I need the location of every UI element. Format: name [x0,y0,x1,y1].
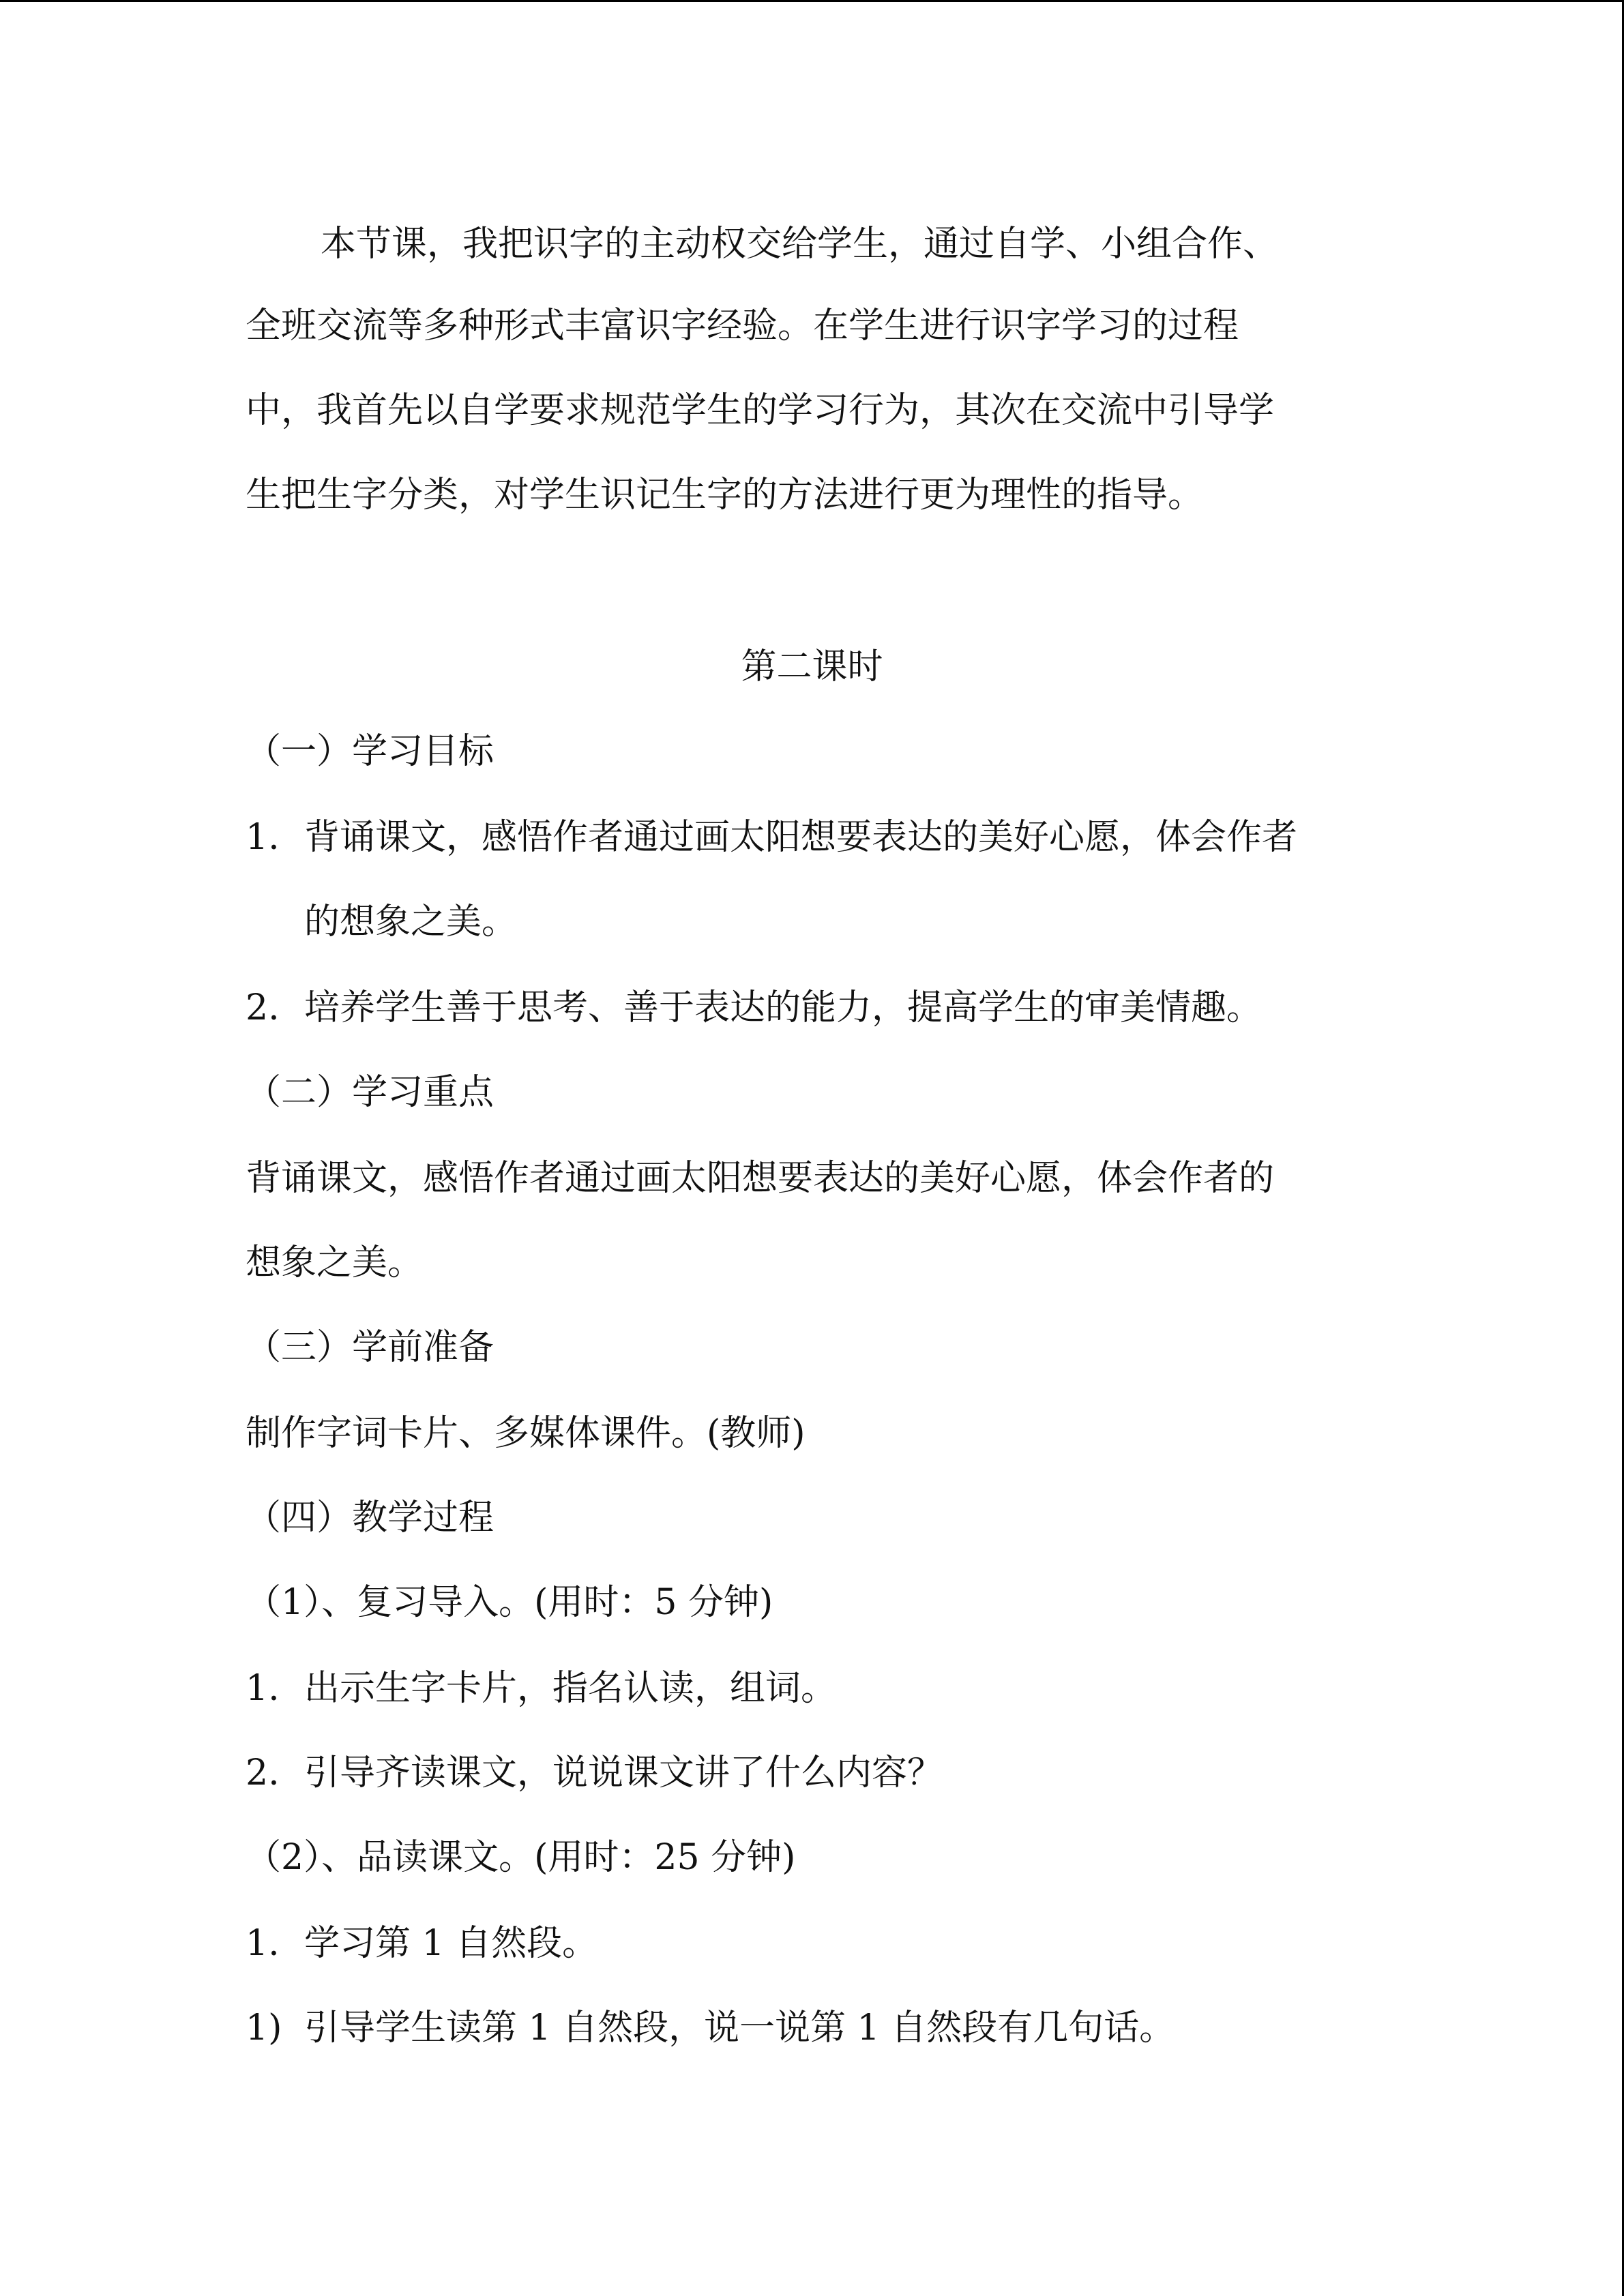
preparation-line: 制作字词卡片、多媒体课件。(教师) [246,1413,806,1454]
step-1-item-1 [246,1665,836,1712]
step-1-heading: （1）、复习导入。(用时：5 分钟) [246,1582,773,1623]
step-2-subitem-1 [246,2004,1175,2052]
section-heading-teaching-process: （四）教学过程 [246,1497,494,1538]
section-heading-objectives: （一）学习目标 [246,731,494,772]
objective-item-1-text: 背诵课文，感悟作者通过画太阳想要表达的美好心愿，体会作者 [304,817,1298,858]
step-2-item-1-text: 学习第 1 自然段。 [304,1923,598,1964]
list-number: 2. [246,987,280,1028]
list-number: 1. [246,817,280,858]
intro-paragraph-line-1: 本节课，我把识字的主动权交给学生，通过自学、小组合作、 [321,224,1279,265]
objective-item-1 [246,814,1297,861]
list-number: 1) [246,2008,282,2048]
objective-item-2 [246,984,1262,1032]
intro-paragraph-line-4: 生把生字分类，对学生识记生字的方法进行更为理性的指导。 [246,475,1204,516]
step-1-item-2 [246,1749,943,1797]
section-heading-preparation: （三）学前准备 [246,1327,494,1368]
intro-paragraph-line-3: 中，我首先以自学要求规范学生的学习行为，其次在交流中引导学 [246,390,1275,431]
step-1-item-1-text: 出示生字卡片，指名认读，组词。 [304,1668,837,1709]
list-number: 2. [246,1753,280,1793]
step-1-item-2-text: 引导齐读课文，说说课文讲了什么内容？ [304,1753,943,1793]
step-2-item-1 [246,1920,597,1967]
intro-paragraph-line-2: 全班交流等多种形式丰富识字经验。在学生进行识字学习的过程 [246,305,1239,346]
section-heading-key-points: （二）学习重点 [246,1072,494,1113]
objective-item-1-continuation: 的想象之美。 [304,901,518,942]
step-2-subitem-1-text: 引导学生读第 1 自然段，说一说第 1 自然段有几句话。 [304,2008,1175,2048]
list-number: 1. [246,1668,280,1709]
lesson-title: 第二课时 [741,646,883,687]
objective-item-2-text: 培养学生善于思考、善于表达的能力，提高学生的审美情趣。 [304,987,1263,1028]
step-2-heading: （2）、品读课文。(用时：25 分钟) [246,1837,796,1878]
list-number: 1. [246,1923,280,1964]
key-points-line-1: 背诵课文，感悟作者通过画太阳想要表达的美好心愿，体会作者的 [246,1158,1275,1199]
key-points-line-2: 想象之美。 [246,1242,424,1283]
